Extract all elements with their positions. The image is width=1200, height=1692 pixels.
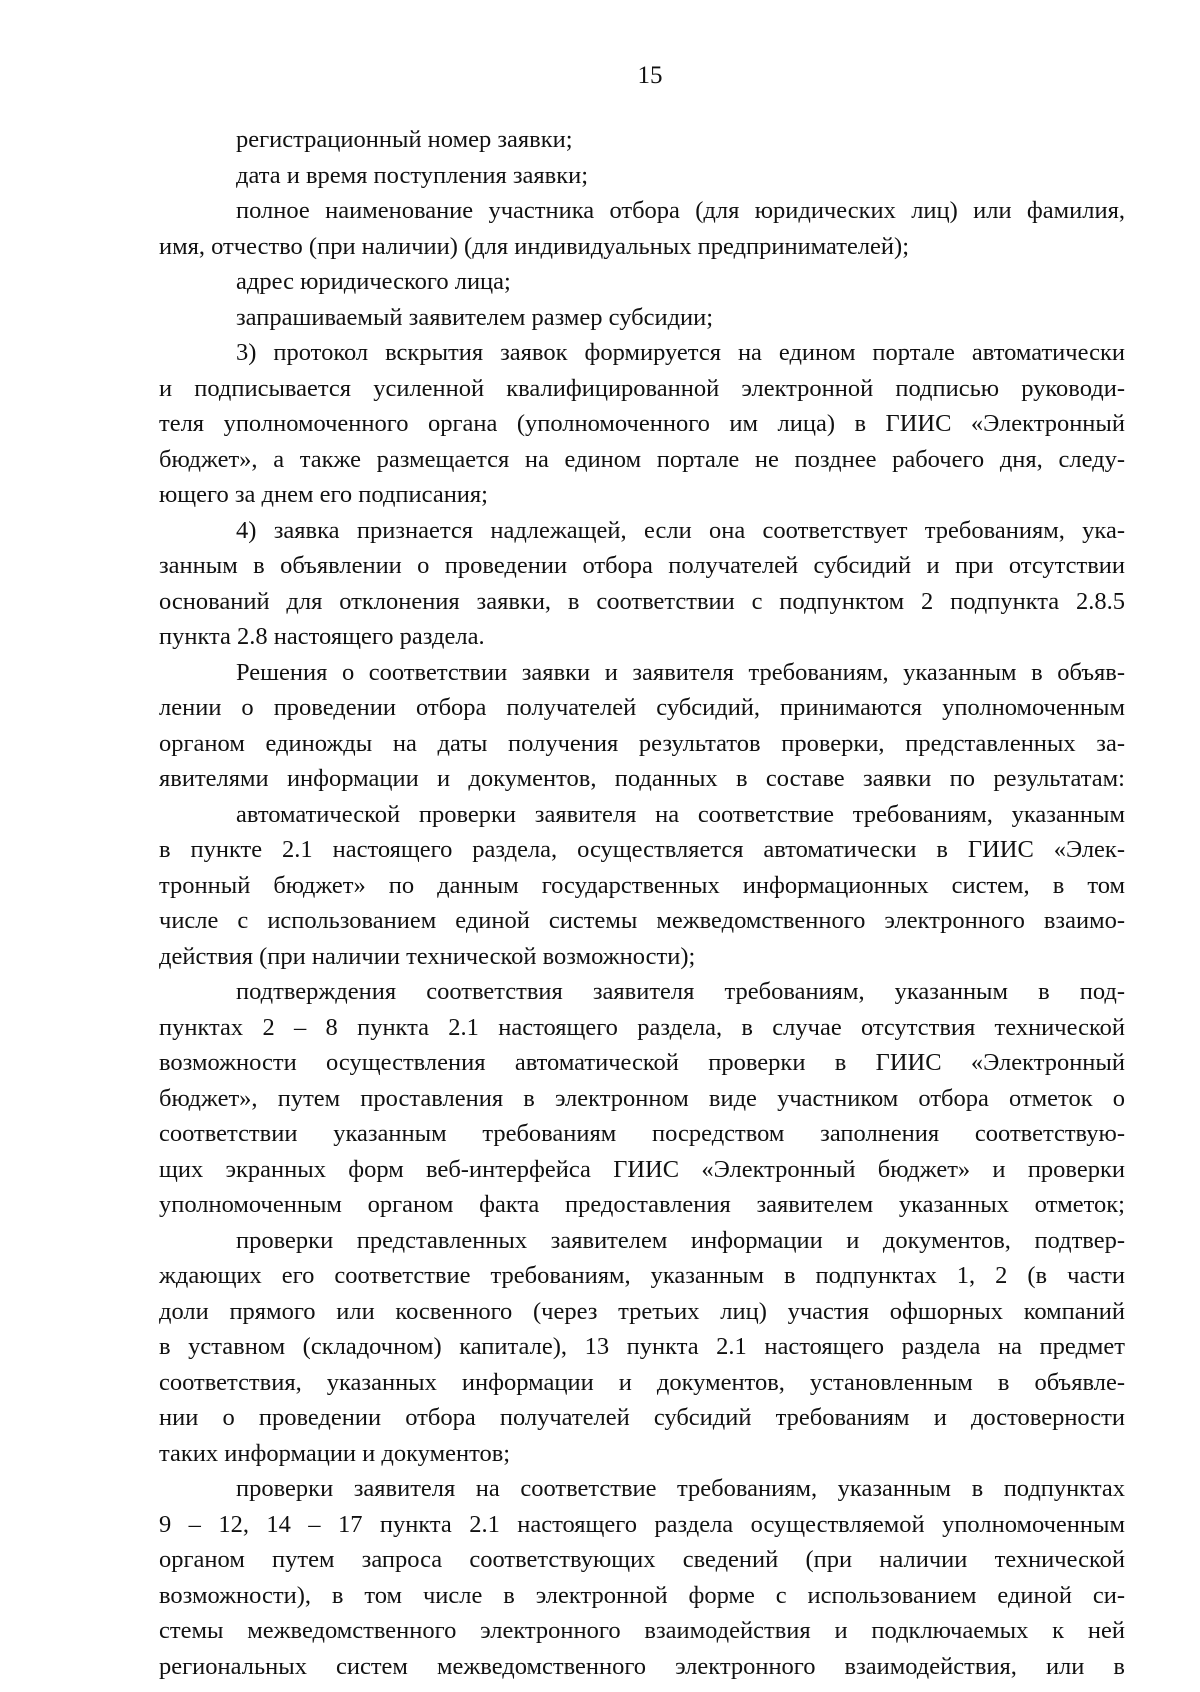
- text-line: доли прямого или косвенного (через третьих лиц) участия офшорных компаний: [159, 1297, 1125, 1325]
- text-line: лении о проведении отбора получателей субсидий, принимаются уполномоченным: [159, 694, 1125, 721]
- text-line: в уставном (складочном) капитале), 13 пункта 2.1 настоящего раздела на предмет: [159, 1333, 1125, 1360]
- text-line: Решения о соответствии заявки и заявителя требованиям, указанным в объяв-: [236, 658, 1125, 686]
- text-line: проверки заявителя на соответствие требованиям, указанным в подпунктах: [236, 1475, 1125, 1502]
- text-line: ждающих его соответствие требованиям, указанным в подпунктах 1, 2 (в части: [159, 1262, 1125, 1289]
- text-line: нии о проведении отбора получателей субсидий требованиям и достоверности: [159, 1404, 1125, 1431]
- document-body: [159, 122, 1125, 1684]
- text-line: числе с использованием единой системы межведомственного электронного взаимо-: [159, 907, 1125, 934]
- text-line: адрес юридического лица;: [236, 268, 511, 295]
- text-line: оснований для отклонения заявки, в соответствии с подпунктом 2 подпункта 2.8.5: [159, 587, 1125, 615]
- text-line: занным в объявлении о проведении отбора получателей субсидий и при отсутствии: [159, 552, 1125, 579]
- text-line: действия (при наличии технической возможности);: [159, 942, 696, 970]
- text-line: теля уполномоченного органа (уполномоченного им лица) в ГИИС «Электронный: [159, 410, 1125, 437]
- text-line: автоматической проверки заявителя на соответствие требованиям, указанным: [236, 800, 1125, 828]
- text-line: дата и время поступления заявки;: [236, 161, 589, 189]
- text-line: соответствии указанным требованиям посредством заполнения соответствую-: [159, 1120, 1125, 1147]
- text-line: полное наименование участника отбора (для юридических лиц) или фамилия,: [236, 197, 1125, 224]
- text-line: бюджет», путем проставления в электронном виде участником отбора отметок о: [159, 1084, 1125, 1112]
- text-line: пункта 2.8 настоящего раздела.: [159, 623, 485, 650]
- text-line: ющего за днем его подписания;: [159, 481, 488, 508]
- text-line: щих экранных форм веб-интерфейса ГИИС «Электронный бюджет» и проверки: [159, 1155, 1125, 1183]
- text-line: региональных систем межведомственного электронного взаимодействия, или в: [159, 1652, 1125, 1680]
- text-line: пунктах 2 – 8 пункта 2.1 настоящего раздела, в случае отсутствия технической: [159, 1013, 1125, 1041]
- text-line: запрашиваемый заявителем размер субсидии;: [236, 303, 714, 331]
- text-line: подтверждения соответствия заявителя требованиям, указанным в под-: [236, 978, 1125, 1005]
- text-line: явителями информации и документов, поданных в составе заявки по результатам:: [159, 765, 1125, 792]
- text-line: соответствия, указанных информации и документов, установленным в объявле-: [159, 1368, 1125, 1396]
- text-line: и подписывается усиленной квалифицированной электронной подписью руководи-: [159, 374, 1125, 402]
- text-line: уполномоченным органом факта предоставления заявителем указанных отметок;: [159, 1191, 1125, 1218]
- text-line: 4) заявка признается надлежащей, если она соответствует требованиям, ука-: [236, 516, 1125, 544]
- text-line: имя, отчество (при наличии) (для индивидуальных предпринимателей);: [159, 232, 910, 260]
- text-line: проверки представленных заявителем информации и документов, подтвер-: [236, 1226, 1125, 1254]
- text-line: таких информации и документов;: [159, 1439, 511, 1467]
- text-line: стемы межведомственного электронного взаимодействия и подключаемых к ней: [159, 1617, 1125, 1644]
- text-line: в пункте 2.1 настоящего раздела, осуществляется автоматически в ГИИС «Элек-: [159, 836, 1125, 863]
- text-line: регистрационный номер заявки;: [236, 126, 573, 153]
- text-line: тронный бюджет» по данным государственных информационных систем, в том: [159, 871, 1125, 899]
- page-number: 15: [637, 62, 663, 89]
- text-line: органом единожды на даты получения результатов проверки, представленных за-: [159, 729, 1125, 757]
- text-line: 3) протокол вскрытия заявок формируется на едином портале автоматически: [236, 339, 1125, 366]
- text-line: возможности осуществления автоматической проверки в ГИИС «Электронный: [159, 1049, 1125, 1076]
- text-line: возможности), в том числе в электронной форме с использованием единой си-: [159, 1581, 1125, 1609]
- text-line: органом путем запроса соответствующих сведений (при наличии технической: [159, 1546, 1125, 1573]
- text-line: 9 – 12, 14 – 17 пункта 2.1 настоящего раздела осуществляемой уполномоченным: [159, 1510, 1125, 1538]
- text-line: бюджет», а также размещается на едином портале не позднее рабочего дня, следу-: [159, 445, 1125, 473]
